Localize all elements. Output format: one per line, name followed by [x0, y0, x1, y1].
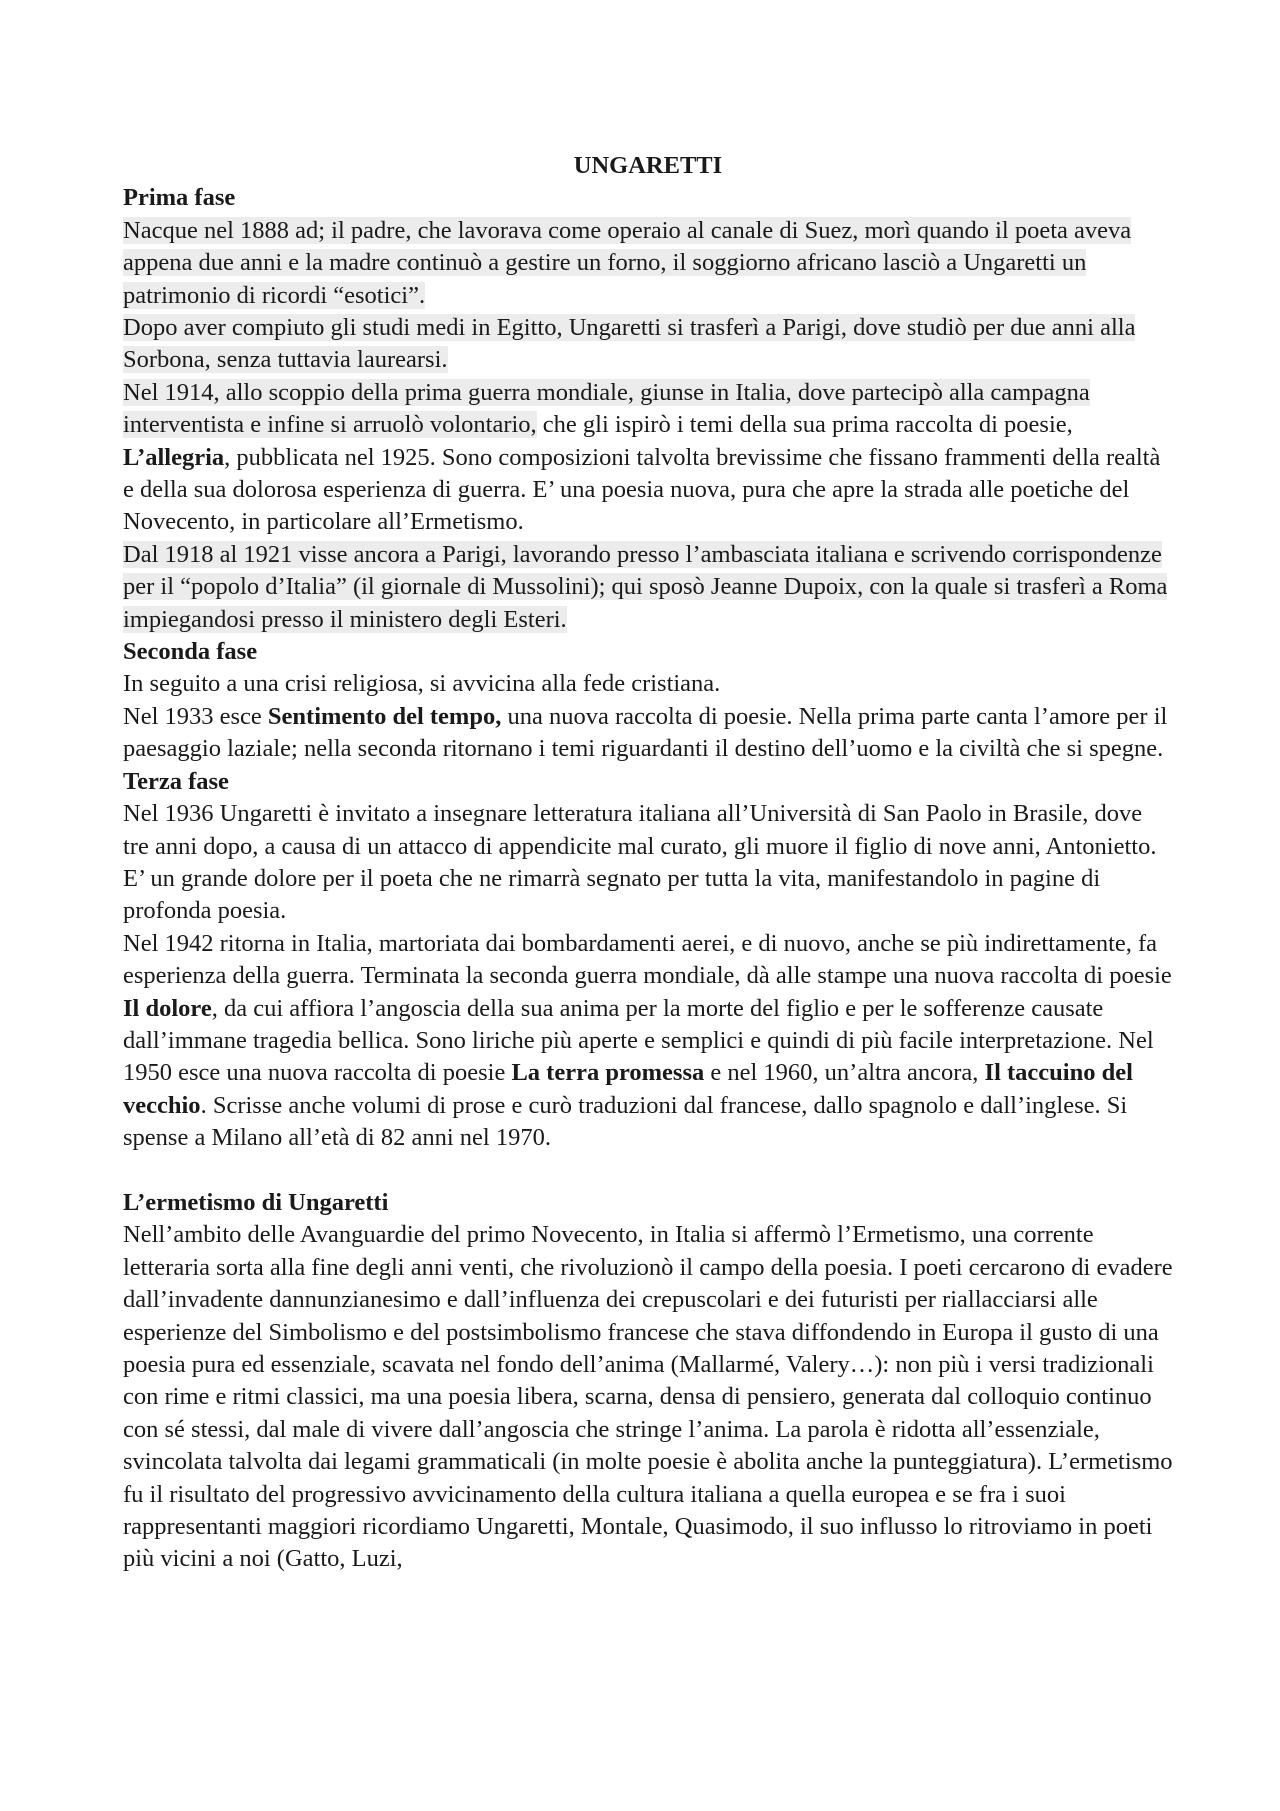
heading-ermetismo: L’ermetismo di Ungaretti [123, 1188, 389, 1216]
paragraph-text: , da cui affiora l’angoscia della sua anima per la morte del figlio e per le sofferenze causate dall’immane tragedia bellica. Sono liriche più aperte e semplici e quindi di più facile interpretazione. Nel 1950 esce una nuova raccolta di poesie [123, 994, 1154, 1087]
highlighted-text: Nel 1914, allo scoppio della prima guerra mondiale, giunse in Italia, dove partecipò alla campagna interventista e infine si arruolò volontario, [123, 378, 1090, 439]
paragraph-crisi: In seguito a una crisi religiosa, si avvicina alla fede cristiana. [123, 670, 721, 698]
paragraph-text: e nel 1960, un’altra ancora, [704, 1059, 985, 1087]
paragraph-sentimento [123, 701, 1173, 766]
document-page [123, 150, 1173, 1576]
paragraph-text: che gli ispirò i temi della sua prima raccolta di poesie, [536, 411, 1073, 439]
paragraph-text: una nuova raccolta di poesie. Nella prima parte canta l’amore per il paesaggio laziale; nella seconda ritornano i temi riguardanti il destino dell’uomo e la civiltà che si spegne. [123, 702, 1168, 763]
paragraph-parigi [123, 539, 1173, 636]
paragraph-nascita [123, 215, 1173, 312]
work-title-taccuino: Il taccuino del vecchio [123, 1059, 1133, 1119]
paragraph-text: , pubblicata nel 1925. Sono composizioni talvolta brevissime che fissano frammenti della realtà e della sua dolorosa esperienza di guerra. E’ una poesia nuova, pura che apre la strada alle poetiche del Novecento, in particolare all’Ermetismo. [123, 443, 1161, 536]
paragraph-guerra [123, 377, 1173, 539]
work-title-terra-promessa: La terra promessa [511, 1059, 705, 1087]
work-title-dolore: Il dolore [123, 994, 212, 1022]
heading-terza-fase: Terza fase [123, 767, 229, 795]
highlighted-text: Dopo aver compiuto gli studi medi in Egitto, Ungaretti si trasferì a Parigi, dove studiò per due anni alla Sorbona, senza tuttavia laurearsi. [123, 314, 1136, 374]
work-title-sentimento: Sentimento del tempo, [267, 702, 502, 730]
paragraph-text: . Scrisse anche volumi di prose e curò traduzioni dal francese, dallo spagnolo e dall’inglese. Si spense a Milano all’età di 82 anni nel 1970. [123, 1091, 1128, 1152]
work-title-allegria: L’allegria [123, 443, 225, 471]
highlighted-text: Dal 1918 al 1921 visse ancora a Parigi, lavorando presso l’ambasciata italiana e scrivendo corrispondenze per il “popolo d’Italia” (il giornale di Mussolini); qui sposò Jeanne Dupoix, con la quale si trasferì a Roma impiegandosi presso il ministero degli Esteri. [123, 540, 1168, 633]
paragraph-ritorno [123, 928, 1173, 1155]
highlighted-text: Nacque nel 1888 ad; il padre, che lavorava come operaio al canale di Suez, morì quando il poeta aveva appena due anni e la madre continuò a gestire un forno, il soggiorno africano lasciò a Ungaretti un patrimonio di ricordi “esotici”. [123, 216, 1132, 309]
heading-prima-fase: Prima fase [123, 184, 236, 212]
paragraph-text: Nel 1942 ritorna in Italia, martoriata dai bombardamenti aerei, e di nuovo, anche se più indirettamente, fa esperienza della guerra. Terminata la seconda guerra mondiale, dà alle stampe una nuova raccolta di poesie [123, 929, 1172, 990]
blank-line [123, 1155, 1173, 1187]
paragraph-text: Nel 1933 esce [123, 702, 268, 730]
paragraph-ermetismo: Nell’ambito delle Avanguardie del primo Novecento, in Italia si affermò l’Ermetismo, una corrente letteraria sorta alla fine degli anni venti, che rivoluzionò il campo della poesia. I poeti cercarono di evadere dall’invadente dannunzianesimo e dall’influenza dei crepuscolari e dei futuristi per riallacciarsi alle esperienze del Simbolismo e del postsimbolismo francese che stava diffondendo in Europa il gusto di una poesia pura ed essenziale, scavata nel fondo dell’anima (Mallarmé, Valery…): non più i versi tradizionali con rime e ritmi classici, ma una poesia libera, scarna, densa di pensiero, generata dal colloquio continuo con sé stessi, dal male di vivere dall’angoscia che stringe l’anima. La parola è ridotta all’essenziale, svincolata talvolta dai legami grammaticali (in molte poesie è abolita anche la punteggiatura). L’ermetismo fu il risultato del progressivo avvicinamento della cultura italiana a quella europea e se fra i suoi rappresentanti maggiori ricordiamo Ungaretti, Montale, Quasimodo, il suo influsso lo ritroviamo in poeti più vicini a noi (Gatto, Luzi, [123, 1221, 1173, 1573]
paragraph-brasile: Nel 1936 Ungaretti è invitato a insegnare letteratura italiana all’Università di San Paolo in Brasile, dove tre anni dopo, a causa di un attacco di appendicite mal curato, gli muore il figlio di nove anni, Antonietto. E’ un grande dolore per il poeta che ne rimarrà segnato per tutta la vita, manifestandolo in pagine di profonda poesia. [123, 800, 1157, 925]
heading-seconda-fase: Seconda fase [123, 638, 258, 666]
paragraph-studi [123, 312, 1173, 377]
document-title: UNGARETTI [573, 152, 723, 179]
